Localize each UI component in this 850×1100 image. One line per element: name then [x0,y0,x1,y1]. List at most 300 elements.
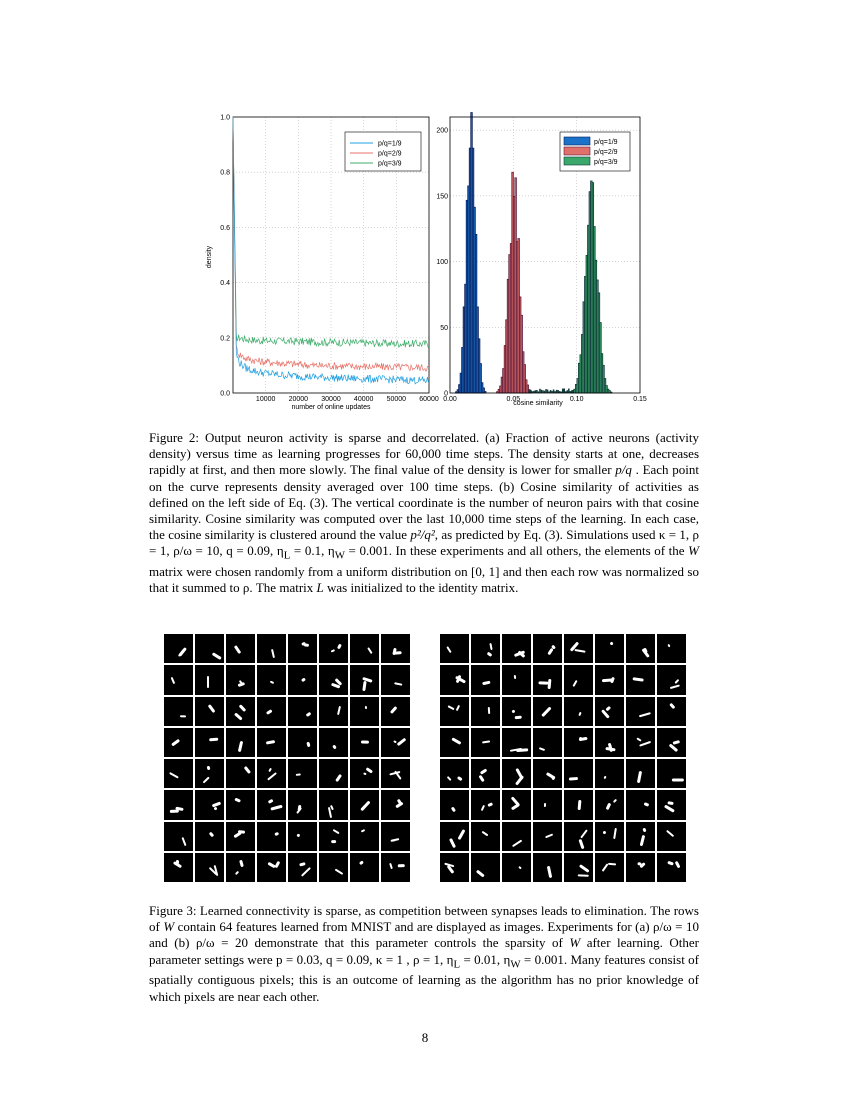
feature-tile [440,634,469,663]
feature-tile [564,790,593,819]
density-legend [345,132,421,171]
histogram-bar [563,388,565,393]
feature-stroke [579,839,585,850]
feature-tile [502,853,531,882]
feature-stroke [363,772,367,775]
feature-stroke [640,712,652,717]
feature-stroke [361,740,369,744]
feature-stroke [640,835,645,846]
feature-stroke [518,865,522,869]
histogram-bar [536,390,538,393]
feature-tile [595,759,624,788]
feature-stroke [306,742,310,748]
feature-stroke [397,864,404,867]
feature-tile [226,665,255,694]
feature-stroke [267,799,273,804]
histogram-y-tick-label: 100 [436,259,448,267]
feature-stroke [267,709,273,714]
feature-stroke [574,649,586,653]
feature-stroke [178,650,185,658]
feature-stroke [176,859,179,863]
histogram-bar [535,390,537,393]
feature-stroke [209,737,219,741]
feature-stroke [675,861,681,869]
feature-tile [164,759,193,788]
feature-stroke [365,706,368,710]
feature-tile [502,822,531,851]
histogram-legend-label: p/q=1/9 [594,139,618,146]
feature-stroke [637,737,642,741]
feature-tile [257,759,286,788]
feature-stroke [668,801,675,805]
features-grid-a [164,634,410,882]
feature-stroke [275,861,280,868]
feature-tile [164,728,193,757]
feature-stroke [299,862,306,866]
feature-tile [288,790,317,819]
feature-stroke [240,860,245,868]
feature-tile [288,634,317,663]
density-x-tick-label: 10000 [255,396,276,403]
feature-stroke [395,801,403,808]
feature-stroke [544,803,546,807]
histogram-bar [539,389,541,393]
density-x-tick-label: 50000 [386,396,407,403]
histogram-legend [560,132,630,171]
figure-3-caption: Figure 3: Learned connectivity is sparse, as competition between synapses leads to elimination. The rows of W contain 64 features learned from MNIST and are displayed as images. Experiments for (a) ρ/ω = 10 and (b) ρ/ω = 20 demonstrate that this parameter controls the sparsity of W after learning. Other parameter settings were p = 0.03, q = 0.09, κ = 1 , ρ = 1, $\eta_L = 0.01$, $\eta_W = 0.001$. Many features consist of spatially contiguous pixels; this is an outcome of learning as the algorithm has no prior knowledge of which pixels are near each other. [149,903,699,1004]
feature-tile [381,634,410,663]
feature-stroke [675,679,680,684]
density-y-label: density [206,245,213,269]
feature-tile [226,853,255,882]
feature-stroke [481,805,485,811]
feature-stroke [457,829,465,840]
feature-stroke [270,680,275,684]
density-x-label: number of online updates [291,404,371,411]
feature-stroke [447,776,452,781]
feature-stroke [207,676,209,688]
feature-tile [288,665,317,694]
feature-tile [164,634,193,663]
feature-tile [564,822,593,851]
histogram-bar [545,389,547,393]
feature-stroke [267,772,277,781]
histogram-x-tick-label: 0.15 [633,396,647,403]
feature-stroke [487,652,492,657]
feature-stroke [580,829,588,838]
histogram-bar [529,390,531,393]
histogram-x-tick-label: 0.00 [443,396,457,403]
feature-stroke [482,681,490,685]
feature-stroke [301,677,306,682]
feature-tile [440,790,469,819]
feature-stroke [456,705,460,711]
density-y-tick-label: 0.0 [220,390,230,398]
feature-stroke [234,645,242,654]
density-x-tick-label: 30000 [321,396,341,403]
feature-tile [350,697,379,726]
feature-stroke [335,774,342,783]
cosine-histogram [430,112,650,412]
feature-tile [595,634,624,663]
feature-tile [440,697,469,726]
feature-tile [257,790,286,819]
feature-stroke [579,864,590,873]
figure-2-caption: Figure 2: Output neuron activity is sparse and decorrelated. (a) Fraction of active neurons (activity density) versus time as learning progresses for 60,000 time steps. The density starts at one, decreases rapidly at first, and then more slowly. The final value of the density is lower for smaller p/q . Each point on the curve represents density averaged over 100 time steps. (b) Cosine similarity of activities as defined on the left side of Eq. (3). The vertical coordinate is the number of neuron pairs with that cosine similarity. Cosine similarity was computed over the last 10,000 time steps of the learning. In each case, the cosine similarity is clustered around the value p²/q², as predicted by Eq. (3). Simulations used κ = 1, ρ = 1, ρ/ω = 10, q = 0.09, $\eta_L = 0.1$, $\eta_W = 0.001$. In these experiments and all others, the elements of the W matrix were chosen randomly from a uniform distribution on [0, 1] and then each row was normalized so that it summed to ρ. The matrix L was initialized to the identity matrix. [149,430,699,596]
feature-tile [195,665,224,694]
feature-tile [440,853,469,882]
feature-tile [257,822,286,851]
feature-tile [657,634,686,663]
feature-tile [257,697,286,726]
feature-tile [471,634,500,663]
feature-stroke [295,773,301,776]
density-chart [195,112,445,412]
feature-stroke [517,748,529,751]
feature-tile [350,759,379,788]
feature-stroke [546,772,556,779]
feature-stroke [487,707,490,714]
feature-stroke [448,705,455,711]
feature-tile [288,822,317,851]
feature-tile [319,822,348,851]
feature-stroke [447,646,453,653]
feature-tile [381,697,410,726]
density-legend-label: p/q=2/9 [378,150,402,158]
density-y-tick-label: 1.0 [220,114,230,122]
histogram-bar [571,390,573,393]
feature-stroke [577,800,581,810]
histogram-bar [550,390,552,393]
feature-stroke [273,831,278,836]
feature-tile [595,790,624,819]
feature-tile [564,665,593,694]
feature-stroke [360,801,370,812]
feature-tile [564,728,593,757]
feature-stroke [394,682,402,686]
feature-stroke [206,766,210,770]
feature-tile [440,728,469,757]
feature-tile [319,728,348,757]
feature-tile [350,665,379,694]
histogram-legend-swatch [564,137,590,145]
feature-stroke [169,771,179,778]
feature-stroke [359,860,364,865]
feature-tile [595,728,624,757]
feature-stroke [608,863,616,866]
feature-stroke [304,644,309,647]
feature-tile [350,853,379,882]
feature-stroke [539,747,545,751]
feature-stroke [306,712,312,717]
feature-tile [626,697,655,726]
density-y-tick-label: 0.2 [220,335,230,343]
feature-tile [626,634,655,663]
feature-stroke [330,805,334,811]
feature-tile [195,697,224,726]
feature-tile [164,697,193,726]
feature-tile [319,759,348,788]
feature-stroke [239,704,247,712]
feature-tile [502,665,531,694]
feature-stroke [636,771,641,783]
feature-stroke [202,776,210,784]
feature-stroke [604,776,608,780]
feature-stroke [234,713,243,721]
histogram-legend-label: p/q=3/9 [594,159,618,166]
feature-stroke [337,643,342,649]
feature-stroke [268,768,272,773]
feature-stroke [449,838,456,848]
feature-stroke [362,681,366,691]
feature-stroke [481,831,488,837]
feature-stroke [489,643,493,650]
feature-tile [657,790,686,819]
feature-tile [319,790,348,819]
feature-tile [226,634,255,663]
feature-stroke [542,706,552,717]
feature-stroke [511,710,515,714]
feature-tile [381,665,410,694]
feature-stroke [613,828,617,839]
feature-stroke [642,828,646,833]
feature-stroke [538,682,548,685]
feature-tile [350,634,379,663]
feature-tile [440,822,469,851]
feature-tile [381,728,410,757]
feature-tile [471,853,500,882]
feature-tile [226,697,255,726]
feature-tile [381,790,410,819]
histogram-y-tick-label: 50 [440,324,448,332]
histogram-bar [573,390,575,393]
feature-stroke [243,766,250,774]
feature-tile [257,634,286,663]
histogram-bar [567,390,569,393]
feature-stroke [672,740,679,745]
density-x-tick-label: 40000 [353,396,374,403]
feature-stroke [361,829,365,833]
feature-stroke [487,802,492,806]
feature-stroke [212,652,222,660]
feature-tile [195,759,224,788]
feature-tile [195,790,224,819]
feature-tile [440,665,469,694]
histogram-y-tick-label: 150 [436,193,448,201]
feature-tile [257,853,286,882]
feature-stroke [301,867,311,877]
feature-stroke [481,740,489,743]
feature-stroke [390,839,395,842]
feature-tile [657,822,686,851]
density-legend-label: p/q=3/9 [378,160,402,168]
feature-tile [657,665,686,694]
figure-3-label: Figure 3: [149,903,197,918]
feature-stroke [606,803,612,810]
density-legend-label: p/q=1/9 [378,140,402,148]
feature-stroke [389,863,393,869]
feature-tile [195,822,224,851]
feature-tile [471,665,500,694]
feature-stroke [271,649,275,658]
feature-stroke [667,861,674,866]
feature-tile [440,759,469,788]
feature-tile [319,697,348,726]
feature-stroke [601,863,608,872]
feature-stroke [366,767,373,773]
feature-stroke [515,716,522,720]
feature-stroke [613,799,617,803]
feature-stroke [610,676,615,683]
density-y-tick-label: 0.6 [220,224,230,232]
feature-tile [533,822,562,851]
feature-tile [533,853,562,882]
feature-tile [195,634,224,663]
feature-tile [288,853,317,882]
histogram-bar [562,389,564,393]
histogram-legend-swatch [564,157,590,165]
histogram-x-tick-label: 0.05 [506,396,521,403]
feature-stroke [235,870,239,874]
feature-tile [257,728,286,757]
feature-tile [595,853,624,882]
feature-stroke [337,706,341,715]
feature-stroke [640,741,652,747]
feature-tile [226,822,255,851]
feature-stroke [544,834,552,839]
histogram-y-tick-label: 200 [436,127,448,135]
feature-stroke [397,738,407,747]
feature-stroke [479,775,485,782]
feature-tile [288,697,317,726]
feature-stroke [672,778,684,781]
histogram-bar [556,390,558,393]
feature-stroke [669,703,675,710]
feature-tile [564,853,593,882]
feature-tile [533,634,562,663]
feature-stroke [331,840,336,843]
feature-stroke [601,709,610,718]
feature-tile [381,759,410,788]
feature-stroke [610,641,614,646]
feature-stroke [666,830,674,837]
histogram-bar [557,390,559,393]
density-x-tick-label: 20000 [288,396,309,403]
feature-stroke [551,644,556,649]
histogram-bar [553,389,555,393]
feature-tile [195,853,224,882]
feature-stroke [171,739,180,747]
feature-tile [350,728,379,757]
feature-tile [288,759,317,788]
feature-stroke [266,741,275,746]
feature-tile [350,790,379,819]
feature-tile [319,665,348,694]
feature-stroke [335,869,344,876]
feature-tile [502,697,531,726]
histogram-bar [568,389,570,393]
feature-stroke [578,712,582,716]
feature-tile [226,728,255,757]
feature-stroke [667,643,671,647]
feature-stroke [670,684,680,689]
histogram-bar [547,390,549,393]
feature-stroke [235,797,242,802]
feature-tile [226,790,255,819]
page-number: 8 [421,1030,429,1045]
feature-stroke [512,839,523,847]
histogram-x-label: cosine similarity [513,400,563,407]
feature-stroke [389,706,397,714]
figure-2-label: Figure 2: [149,430,199,445]
feature-tile [350,822,379,851]
feature-tile [164,790,193,819]
feature-tile [257,665,286,694]
histogram-legend-swatch [564,147,590,155]
feature-stroke [237,682,244,687]
feature-tile [195,728,224,757]
density-y-tick-label: 0.8 [220,169,230,177]
feature-stroke [547,866,552,878]
feature-stroke [331,650,335,653]
feature-tile [502,790,531,819]
histogram-x-tick-label: 0.10 [569,396,584,403]
feature-tile [471,759,500,788]
feature-stroke [271,804,283,810]
feature-stroke [573,680,578,687]
feature-tile [319,634,348,663]
feature-stroke [171,677,176,685]
feature-stroke [513,675,516,679]
feature-tile [164,822,193,851]
feature-stroke [393,740,397,743]
feature-stroke [578,874,589,877]
feature-stroke [605,706,610,711]
feature-tile [471,728,500,757]
feature-tile [226,759,255,788]
feature-tile [626,665,655,694]
feature-tile [657,697,686,726]
histogram-bar [530,390,532,393]
feature-stroke [181,837,186,846]
feature-stroke [367,647,373,654]
feature-tile [502,634,531,663]
feature-tile [626,822,655,851]
features-grid-b [440,634,686,882]
feature-stroke [664,805,675,814]
feature-tile [381,853,410,882]
feature-tile [564,697,593,726]
feature-tile [164,665,193,694]
feature-tile [657,728,686,757]
feature-tile [381,822,410,851]
feature-stroke [180,715,186,718]
feature-stroke [452,737,462,745]
feature-tile [164,853,193,882]
feature-tile [471,822,500,851]
feature-stroke [603,830,607,834]
feature-tile [626,790,655,819]
feature-tile [288,728,317,757]
feature-tile [595,665,624,694]
histogram-bar [541,390,543,393]
feature-tile [502,728,531,757]
histogram-y-tick-label: 0 [444,390,448,398]
feature-stroke [569,777,578,780]
feature-tile [626,728,655,757]
feature-stroke [209,831,214,837]
feature-tile [626,853,655,882]
